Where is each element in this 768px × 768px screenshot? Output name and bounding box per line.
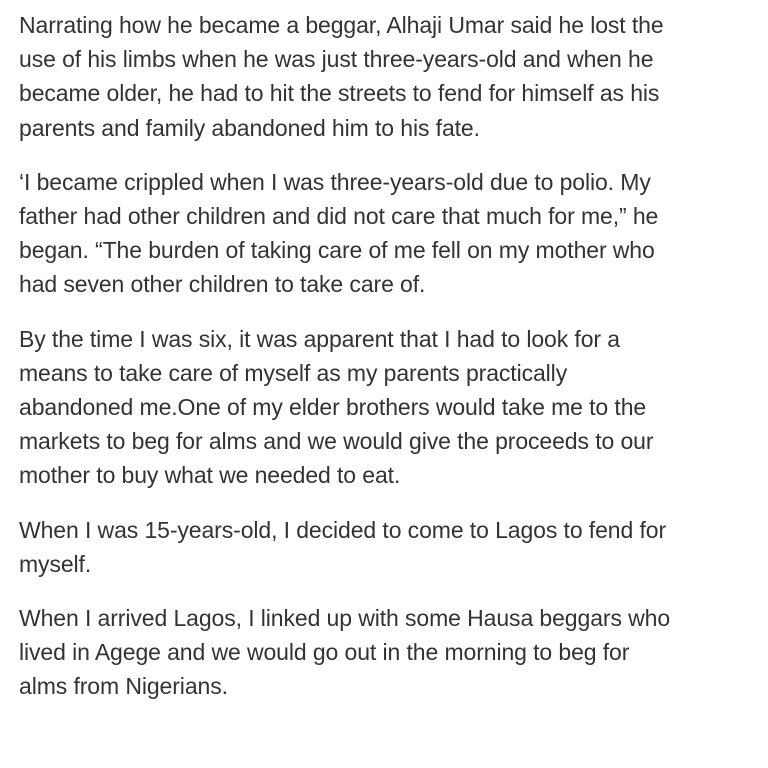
paragraph-2 (19, 165, 759, 302)
paragraph-line: By the time I was six, it was apparent that I had to look for a (19, 325, 620, 352)
article-body (19, 8, 759, 704)
paragraph-line: ‘I became crippled when I was three-years-old due to polio. My (19, 168, 651, 195)
paragraph-line: became older, he had to hit the streets to fend for himself as his (19, 80, 660, 107)
paragraph-line: myself. (19, 550, 92, 577)
paragraph-5 (19, 601, 759, 704)
paragraph-line: use of his limbs when he was just three-years-old and when he (19, 46, 654, 73)
paragraph-line: alms from Nigerians. (19, 673, 228, 700)
paragraph-line: began. “The burden of taking care of me fell on my mother who (19, 237, 655, 264)
paragraph-line: When I was 15-years-old, I decided to come to Lagos to fend for (19, 516, 666, 543)
paragraph-line: means to take care of myself as my parents practically (19, 359, 568, 386)
paragraph-line: abandoned me.One of my elder brothers would take me to the (19, 394, 647, 421)
paragraph-line: father had other children and did not care that much for me,” he (19, 203, 659, 230)
paragraph-4 (19, 513, 759, 581)
paragraph-line: lived in Agege and we would go out in the morning to beg for (19, 639, 630, 666)
paragraph-line: markets to beg for alms and we would give the proceeds to our (19, 428, 654, 455)
paragraph-line: When I arrived Lagos, I linked up with some Hausa beggars who (19, 605, 671, 632)
paragraph-line: had seven other children to take care of. (19, 271, 426, 298)
paragraph-line: Narrating how he became a beggar, Alhaji Umar said he lost the (19, 12, 664, 38)
paragraph-3 (19, 322, 759, 493)
paragraph-1 (19, 8, 759, 145)
paragraph-line: mother to buy what we needed to eat. (19, 462, 401, 489)
paragraph-line: parents and family abandoned him to his fate. (19, 114, 480, 141)
